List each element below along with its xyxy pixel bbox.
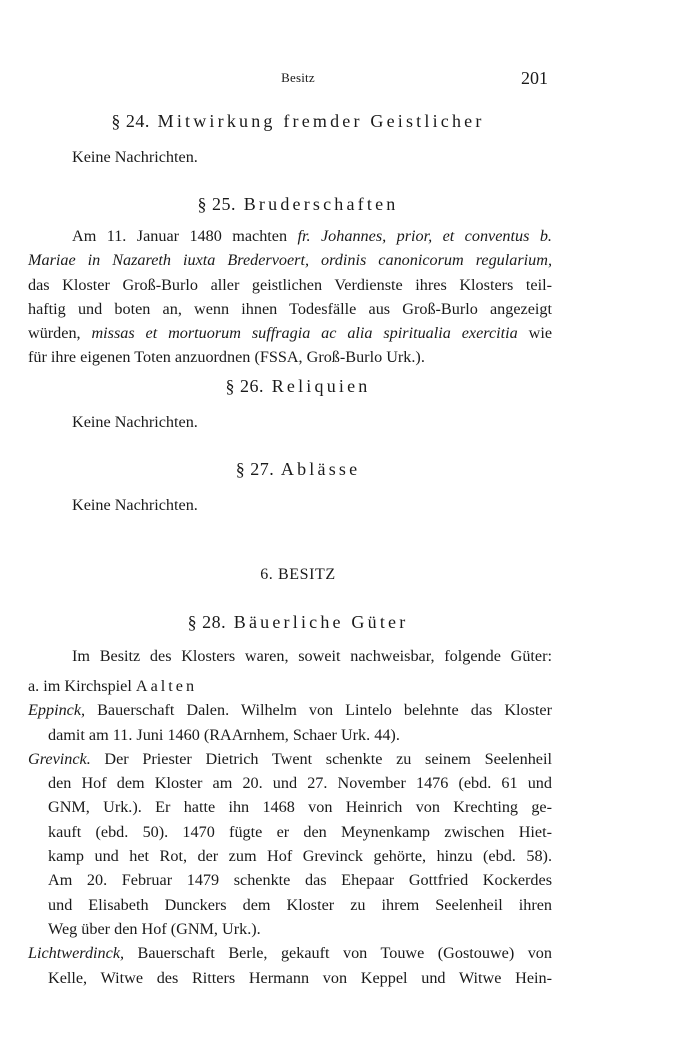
section-25-line-1: [28, 224, 552, 248]
s25-l1-italic: fr. Johannes, prior, et conventus b.: [297, 227, 552, 245]
eppinck-l1: Bauerschaft Dalen. Wilhelm von Lintelo belehnte das Kloster: [85, 701, 552, 720]
section-25-line-3: das Kloster Groß-Burlo aller geistlichen Verdienste ihres Klosters teil-: [28, 275, 552, 294]
section-27-body: [28, 493, 552, 517]
section-25-number: § 25.: [197, 194, 237, 214]
grevinck-line-6: Am 20. Februar 1479 schenkte das Ehepaar Gottfried Kockerdes: [48, 871, 552, 890]
grevinck-name: Grevinck.: [28, 749, 91, 768]
lichtwerdinck-line-2: Kelle, Witwe des Ritters Hermann von Keppel und Witwe Hein-: [48, 968, 552, 987]
running-head-title: Besitz: [281, 70, 315, 85]
section-26-body: [28, 410, 552, 434]
section-28-list: [28, 674, 552, 990]
section-26-text: Keine Nachrichten.: [72, 413, 198, 431]
section-25-title: Bruderschaften: [243, 194, 399, 214]
lichtwerdinck-line-1: [28, 941, 552, 965]
section-26-heading: [0, 376, 596, 397]
page-number: 201: [521, 68, 548, 88]
lichtwerdinck-name: Lichtwerdinck,: [28, 944, 125, 963]
section-25-line-6: für ihre eigenen Toten anzuordnen (FSSA, Groß-Burlo Urk.).: [28, 348, 425, 367]
section-24-heading: [0, 111, 596, 132]
grevinck-line-5: kamp und het Rot, der zum Hof Grevinck gehörte, hinzu (ebd. 58).: [48, 847, 552, 866]
eppinck-line-2: damit am 11. Juni 1460 (RAArnhem, Schaer Urk. 44).: [48, 725, 400, 744]
eppinck-name: Eppinck,: [28, 701, 86, 720]
section-28-title: Bäuerliche Güter: [233, 612, 409, 632]
s25-l5-italic: missas et mortuorum suffragia ac alia spiritualia exercitia: [91, 324, 518, 343]
grevinck-line-8: Weg über den Hof (GNM, Urk.).: [48, 919, 261, 938]
running-head: [0, 70, 700, 90]
section-24-title: Mitwirkung fremder Geistlicher: [157, 111, 485, 131]
section-28-number: § 28.: [187, 612, 227, 632]
item-a-place: Aalten: [135, 677, 198, 695]
section-26-title: Reliquien: [271, 376, 371, 396]
item-a-heading: [28, 674, 552, 698]
section-28-intro: [28, 644, 552, 668]
section-25-line-5: [28, 321, 552, 345]
section-26-number: § 26.: [225, 376, 264, 396]
section-28-heading: [0, 612, 596, 633]
section-25-line-4: haftig und boten an, wenn ihnen Todesfälle aus Groß-Burlo angezeigt: [28, 299, 552, 318]
grevinck-line-7: und Elisabeth Dunckers dem Kloster zu ihrem Seelenheil ihren: [48, 895, 552, 914]
section-27-text: Keine Nachrichten.: [72, 496, 198, 514]
section-24-text: Keine Nachrichten.: [72, 148, 198, 166]
section-25-heading: [0, 194, 596, 215]
s25-l1-text: Am 11. Januar 1480 machten: [72, 227, 298, 245]
grevinck-l1: Der Priester Dietrich Twent schenkte zu seinem Seelenheil: [90, 749, 552, 768]
section-27-number: § 27.: [235, 459, 275, 479]
grevinck-line-3: GNM, Urk.). Er hatte ihn 1468 von Heinrich von Krechting ge-: [48, 798, 552, 817]
grevinck-line-4: kauft (ebd. 50). 1470 fügte er den Meynenkamp zwischen Hiet-: [48, 822, 552, 841]
eppinck-line-1: [28, 698, 552, 722]
section-24-number: § 24.: [111, 111, 150, 131]
s25-l5-c: wie: [517, 324, 552, 343]
grevinck-line-1: [28, 747, 552, 771]
section-25-line-2: [28, 248, 552, 272]
section-27-heading: [0, 459, 596, 480]
s25-l5-a: würden,: [28, 324, 92, 343]
item-a-prefix: a. im Kirchspiel: [28, 677, 136, 695]
section-24-body: [28, 145, 552, 169]
lichtwerdinck-l1: Bauerschaft Berle, gekauft von Touwe (Gostouwe) von: [124, 944, 552, 963]
chapter-heading: 6. BESITZ: [260, 566, 336, 583]
section-28-intro-text: Im Besitz des Klosters waren, soweit nachweisbar, folgende Güter:: [72, 647, 552, 665]
section-25-body: [28, 224, 552, 370]
section-27-title: Ablässe: [280, 459, 361, 479]
grevinck-line-2: den Hof dem Kloster am 20. und 27. November 1476 (ebd. 61 und: [48, 774, 552, 793]
s25-l2-italic: Mariae in Nazareth iuxta Bredervoert, ordinis canonicorum regularium,: [28, 251, 552, 270]
